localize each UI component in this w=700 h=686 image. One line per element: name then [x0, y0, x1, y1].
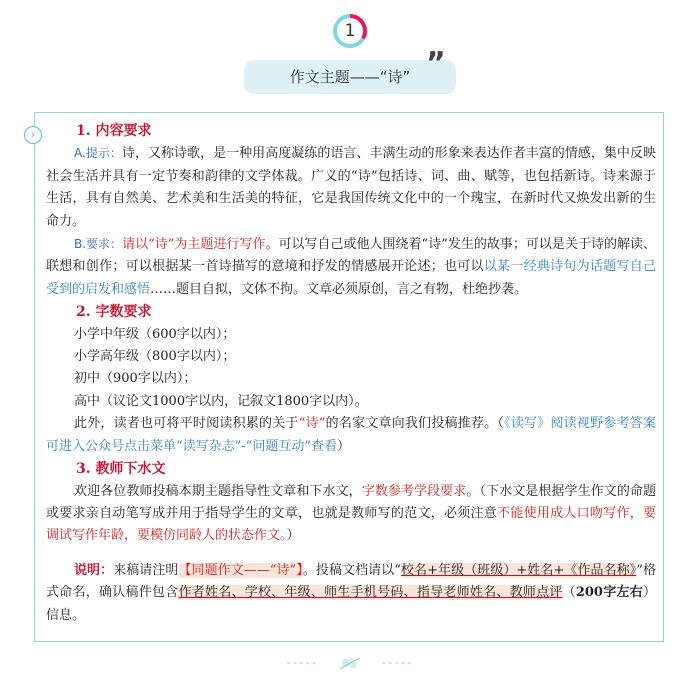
note-text-4: （	[562, 585, 576, 601]
wordcount-line: 初中（900字以内）；	[74, 371, 197, 387]
note-text: 来稿请注明	[113, 562, 179, 578]
tip-label: A.提示：	[74, 146, 122, 161]
footer-dashes-left: -----	[286, 655, 319, 670]
requirement-text: 。可以写自己或他人围绕着“诗”发生的故事；可以是关于诗的解读、联想和创作；可以根据某一首诗描写的意境和抒发的情感展开论述；也可以	[46, 237, 656, 275]
footer-ornament	[0, 652, 700, 674]
section-heading-wordcount: 2. 字数要求	[76, 304, 152, 321]
teacher-highlight-2: 不能使用成人口吻写作，要调试写作年龄，要模仿同龄人的状态作文。	[46, 505, 656, 544]
topic-title: 作文主题——“诗”	[244, 60, 456, 94]
requirement-text-end: ……题目自拟，文体不拘。文章必须原创，言之有物，杜绝抄袭。	[150, 281, 528, 297]
paragraph-teacher	[46, 481, 656, 548]
note-text-2: 。投稿文档请以“	[302, 562, 401, 578]
paragraph-note	[46, 560, 656, 627]
article-body	[46, 120, 656, 627]
tip-text: 诗，又称诗歌，是一种用高度凝练的语言、丰满生动的形象来表达作者丰富的情感，集中反映社会生活并具有一定节奏和韵律的文学体裁。广义的“诗”包括诗、词、曲、赋等，也包括新诗。诗来源于生活，具有自然美、艺术美和生活美的特征，它是我国传统文化中的一个瑰宝，在新时代又焕发出新的生命力。	[46, 146, 656, 229]
extra-text-2: 的名家文章向我们投稿推荐。（	[325, 416, 505, 432]
extra-blue-highlight: 《读写》阅读视野参考答案可进入公众号点击菜单“读写杂志”-“问题互动”查看	[46, 416, 656, 454]
section-number-badge	[333, 14, 367, 48]
note-text-5: ）信息。	[46, 585, 656, 623]
flower-icon	[336, 652, 364, 674]
requirement-highlight: 请以“诗”为主题进行写作	[122, 237, 266, 253]
teacher-text: 欢迎各位教师投稿本期主题指导性文章和下水文，	[74, 483, 362, 499]
teacher-text-2: 。（下水文是根据学生作文的命题或要求亲自动笔写成并用于指导学生的文章，也就是教师写的范文，必须注意	[46, 483, 656, 521]
section-heading-content: 1. 内容要求	[76, 123, 152, 139]
paragraph-tip	[46, 142, 656, 233]
extra-text-3: ）	[336, 438, 350, 454]
requirement-label: B.要求：	[74, 237, 123, 252]
note-count: 200字左右	[575, 585, 643, 601]
chevron-right-icon: ›	[24, 126, 42, 144]
extra-text: 此外，读者也可将平时阅读积累的关于	[74, 416, 299, 432]
note-format: 校名+年级（班级）+姓名+《作品名称》	[400, 562, 637, 578]
paragraph-requirement	[46, 233, 656, 301]
requirement-blue-highlight: 以某一经典诗句为话题写自己受到的启发和感悟	[46, 259, 656, 297]
wordcount-line: 小学高年级（800字以内）；	[74, 349, 236, 365]
note-fields: 作者姓名、学校、年级、师生手机号码、指导老师姓名、教师点评	[178, 585, 563, 601]
note-tag: 【同题作文——“诗”】	[178, 562, 303, 578]
quote-mark-icon: ”	[426, 46, 446, 81]
note-text-3: ”格式命名，确认稿件包含	[46, 562, 656, 601]
note-label: 说明：	[74, 562, 114, 578]
section-number: 1	[337, 18, 363, 44]
section-heading-teacher: 3. 教师下水文	[76, 461, 166, 478]
extra-highlight: “诗”	[298, 416, 326, 432]
paragraph-extra	[46, 413, 656, 458]
wordcount-line: 高中（议论文1000字以内，记叙文1800字以内）。	[74, 393, 368, 409]
teacher-text-3: ）	[286, 528, 300, 544]
wordcount-line: 小学中年级（600字以内）；	[74, 326, 236, 342]
teacher-highlight-1: 字数参考学段要求	[361, 483, 467, 499]
footer-dashes-right: -----	[381, 655, 414, 670]
